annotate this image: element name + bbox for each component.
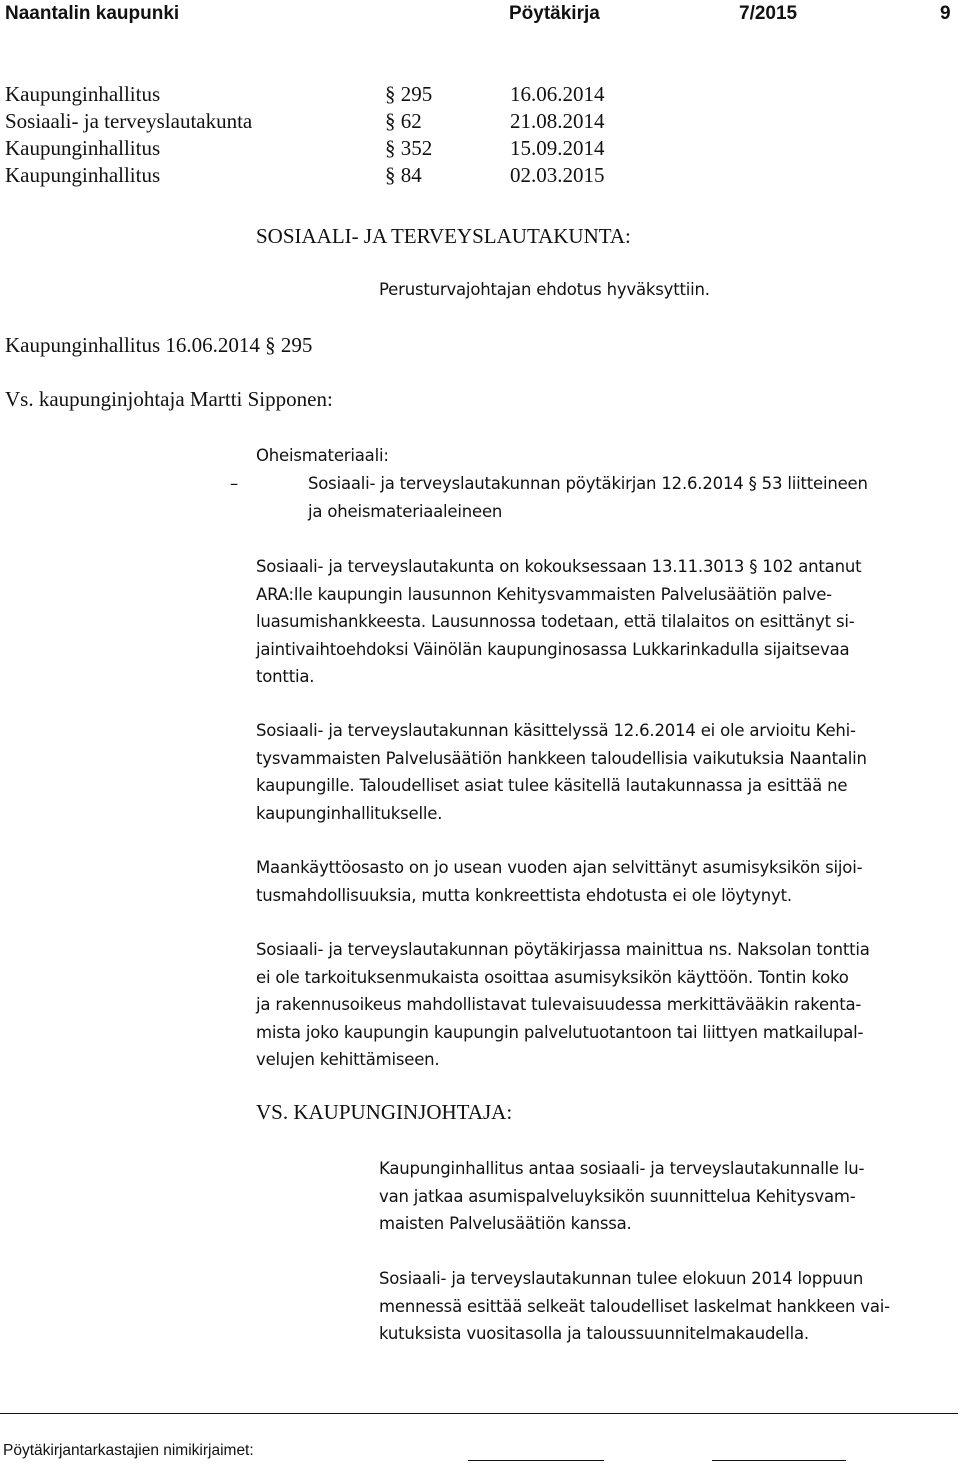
proposal-paragraph xyxy=(379,1155,959,1238)
committee-heading: SOSIAALI- JA TERVEYSLAUTAKUNTA: xyxy=(256,224,631,248)
meeting-reference: Kaupunginhallitus 16.06.2014 § 295 xyxy=(5,333,313,357)
paragraph-line: Kaupunginhallitus antaa sosiaali- ja terveyslautakunnalle lu- xyxy=(379,1159,865,1178)
attachments-label: Oheismateriaali: xyxy=(256,446,389,465)
paragraph-line: Sosiaali- ja terveyslautakunnan tulee elokuun 2014 loppuun xyxy=(379,1269,864,1288)
paragraph-line: tusmahdollisuuksia, mutta konkreettista ehdotusta ei ole löytynyt. xyxy=(256,885,792,905)
history-date: 15.09.2014 xyxy=(510,136,605,160)
signature-line xyxy=(468,1460,604,1461)
paragraph-line: mista joko kaupungin kaupungin palvelutuotantoon tai liittyen matkailupal- xyxy=(256,1022,864,1042)
paragraph-line: van jatkaa asumispalveluyksikön suunnittelua Kehitysvam- xyxy=(379,1186,856,1206)
paragraph-line: ei ole tarkoituksenmukaista osoittaa asumisyksikön käyttöön. Tontin koko xyxy=(256,967,849,987)
attachment-item xyxy=(308,470,960,525)
paragraph-line: kaupunginhallitukselle. xyxy=(256,803,443,823)
history-body: Kaupunginhallitus xyxy=(5,136,161,160)
history-date: 16.06.2014 xyxy=(510,82,605,106)
history-section: § 62 xyxy=(385,109,422,133)
document-type: Pöytäkirja xyxy=(509,3,600,24)
paragraph-line: maisten Palvelusäätiön kanssa. xyxy=(379,1214,632,1233)
history-section: § 84 xyxy=(385,163,422,187)
page-number: 9 xyxy=(940,3,951,24)
paragraph-line: ARA:lle kaupungin lausunnon Kehitysvammaisten Palvelusäätiön palve- xyxy=(256,584,832,604)
paragraph-line: tonttia. xyxy=(256,667,315,686)
history-date: 02.03.2015 xyxy=(510,163,605,187)
paragraph-line: Maankäyttöosasto on jo usean vuoden ajan selvittänyt asumisyksikön sijoi- xyxy=(256,858,863,877)
paragraph-line: Sosiaali- ja terveyslautakunta on kokouksessaan 13.11.3013 § 102 antanut xyxy=(256,557,862,576)
footer-divider xyxy=(0,1413,958,1414)
history-body: Kaupunginhallitus xyxy=(5,163,161,187)
paragraph xyxy=(256,854,956,909)
proposal-heading: VS. KAUPUNGINJOHTAJA: xyxy=(256,1100,513,1124)
municipality-name: Naantalin kaupunki xyxy=(5,3,180,24)
attachment-line: ja oheismateriaaleineen xyxy=(308,501,503,521)
attachment-line: Sosiaali- ja terveyslautakunnan pöytäkirjan 12.6.2014 § 53 liitteineen xyxy=(308,474,868,493)
paragraph-line: jaintivaihtoehdoksi Väinölän kaupunginosassa Lukkarinkadulla sijaitsevaa xyxy=(256,639,850,659)
paragraph-line: kutuksista vuositasolla ja taloussuunnitelmakaudella. xyxy=(379,1324,809,1343)
paragraph xyxy=(256,717,956,827)
proposal-paragraph xyxy=(379,1265,959,1348)
signature-line xyxy=(712,1460,846,1461)
history-body: Kaupunginhallitus xyxy=(5,82,161,106)
paragraph-line: ja rakennusoikeus mahdollistavat tulevaisuudessa merkittävääkin rakenta- xyxy=(256,995,862,1014)
paragraph xyxy=(256,936,956,1074)
attachment-dash: – xyxy=(230,474,239,493)
paragraph-line: Sosiaali- ja terveyslautakunnan pöytäkirjassa mainittua ns. Naksolan tonttia xyxy=(256,940,870,959)
history-section: § 352 xyxy=(385,136,433,160)
paragraph-line: Sosiaali- ja terveyslautakunnan käsittelyssä 12.6.2014 ei ole arvioitu Kehi- xyxy=(256,721,856,740)
history-body: Sosiaali- ja terveyslautakunta xyxy=(5,109,253,133)
history-date: 21.08.2014 xyxy=(510,109,605,133)
document-number: 7/2015 xyxy=(739,3,798,24)
paragraph xyxy=(256,553,956,691)
committee-decision: Perusturvajohtajan ehdotus hyväksyttiin. xyxy=(379,280,710,299)
paragraph-line: velujen kehittämiseen. xyxy=(256,1050,440,1069)
paragraph-line: tysvammaisten Palvelusäätiön hankkeen taloudellisia vaikutuksia Naantalin xyxy=(256,748,867,768)
signatures-label: Pöytäkirjantarkastajien nimikirjaimet: xyxy=(3,1442,254,1459)
history-section: § 295 xyxy=(385,82,433,106)
paragraph-line: kaupungille. Taloudelliset asiat tulee käsitellä lautakunnassa ja esittää ne xyxy=(256,776,848,795)
paragraph-line: mennessä esittää selkeät taloudelliset laskelmat hankkeen vai- xyxy=(379,1296,890,1316)
presenter-name: Vs. kaupunginjohtaja Martti Sipponen: xyxy=(5,387,333,411)
paragraph-line: luasumishankkeesta. Lausunnossa todetaan, että tilalaitos on esittänyt si- xyxy=(256,612,855,631)
